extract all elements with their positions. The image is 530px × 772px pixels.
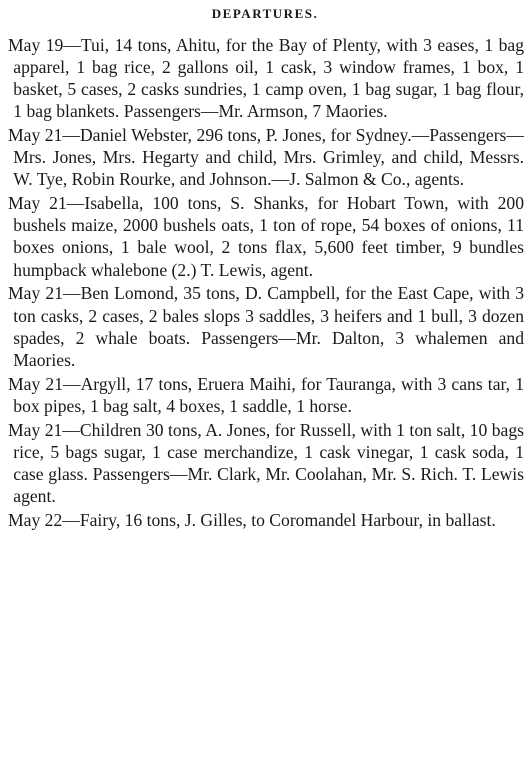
departure-entry: May 21—Daniel Webster, 296 tons, P. Jones, for Sydney.—Passengers—Mrs. Jones, Mrs. Hegarty and child, Mrs. Grimley, and child, Messrs. W. Tye, Robin Rourke, and Johnson.—J. Salmon & Co., agents.	[8, 125, 524, 190]
departures-list	[8, 34, 524, 533]
departure-entry: May 21—Isabella, 100 tons, S. Shanks, for Hobart Town, with 200 bushels maize, 2000 bushels oats, 1 ton of rope, 54 boxes of onions, 11 boxes onions, 1 bale wool, 2 tons flax, 5,600 feet timber, 9 bundles humpback whalebone (2.) T. Lewis, agent.	[8, 193, 524, 280]
departure-entry: May 22—Fairy, 16 tons, J. Gilles, to Coromandel Harbour, in ballast.	[8, 509, 496, 530]
departure-entry: May 19—Tui, 14 tons, Ahitu, for the Bay of Plenty, with 3 eases, 1 bag apparel, 1 bag rice, 2 gallons oil, 1 cask, 3 window frames, 1 box, 1 basket, 5 cases, 2 casks sundries, 1 camp oven, 1 bag sugar, 1 bag flour, 1 bag blankets. Passengers—Mr. Armson, 7 Maories.	[8, 35, 524, 122]
departure-entry: May 21—Ben Lomond, 35 tons, D. Campbell, for the East Cape, with 3 ton casks, 2 cases, 2 bales slops 3 saddles, 3 heifers and 1 bull, 3 dozen spades, 2 whale boats. Passengers—Mr. Dalton, 3 whalemen and Maories.	[8, 283, 524, 370]
departure-entry: May 21—Argyll, 17 tons, Eruera Maihi, for Tauranga, with 3 cans tar, 1 box pipes, 1 bag salt, 4 boxes, 1 saddle, 1 horse.	[8, 373, 524, 416]
departure-entry: May 21—Children 30 tons, A. Jones, for Russell, with 1 ton salt, 10 bags rice, 5 bags sugar, 1 case merchandize, 1 cask vinegar, 1 cask soda, 1 case glass. Passengers—Mr. Clark, Mr. Coolahan, Mr. S. Rich. T. Lewis agent.	[8, 419, 524, 506]
section-heading: DEPARTURES.	[211, 6, 319, 21]
